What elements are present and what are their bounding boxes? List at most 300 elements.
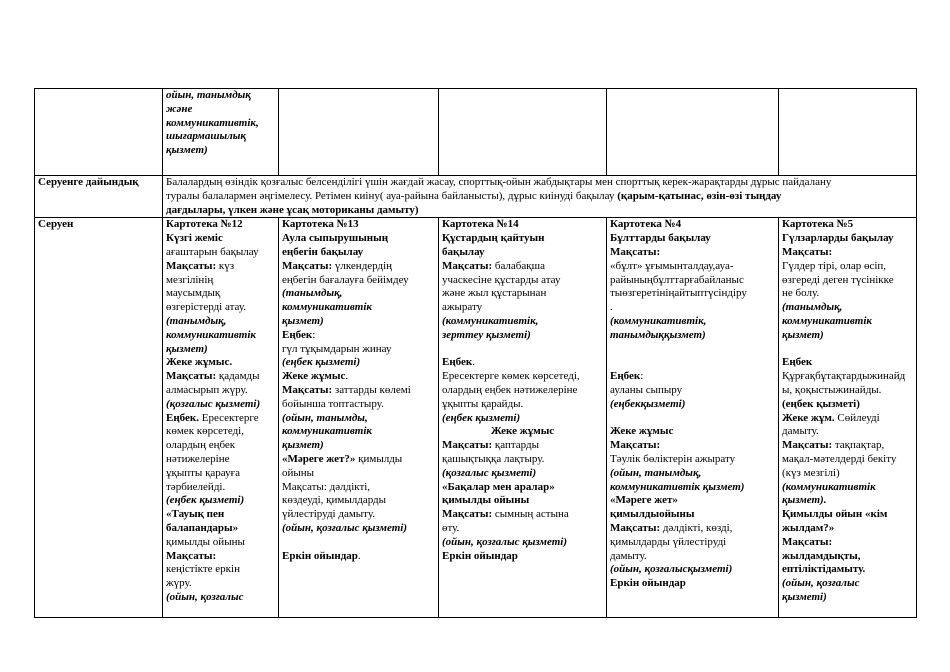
text-line (282, 494, 435, 508)
text-line (442, 508, 603, 522)
text-span: бақылау (442, 245, 485, 258)
text-span: Еңбек (442, 356, 473, 369)
text-line (442, 232, 603, 246)
text-span: Еңбек (282, 328, 313, 341)
text-line (610, 425, 775, 439)
text-line (782, 425, 913, 439)
text-line (166, 577, 275, 591)
text-span: қызмет) (282, 439, 324, 452)
text-line (782, 577, 913, 591)
text-span: еңбегін бағалауға бейімдеу (282, 273, 409, 286)
text-line (782, 287, 913, 301)
text-line (610, 577, 775, 591)
text-line (442, 343, 603, 357)
text-span: Тәулік бөліктерін ажырату (610, 452, 736, 465)
text-line (282, 232, 435, 246)
text-line (166, 453, 275, 467)
text-line (442, 467, 603, 481)
text-line (282, 315, 435, 329)
text-line (442, 260, 603, 274)
text-line (166, 356, 275, 370)
text-line (442, 398, 603, 412)
text-line (442, 356, 603, 370)
text-span: (қарым-қатынас, өзін-өзі тыңдау (617, 189, 782, 202)
text-span: өзгерістерді атау. (166, 301, 246, 314)
text-line (282, 508, 435, 522)
text-line (282, 384, 435, 398)
text-span: олардың еңбек нәтижелеріне (442, 383, 578, 396)
text-span: «бұлт» ұғымынталдау,ауа- (610, 259, 734, 272)
text-line (610, 536, 775, 550)
text-span: коммуникативтік қызмет) (610, 480, 745, 493)
text-span: ажырату (442, 301, 483, 314)
text-span: қадамды (216, 370, 260, 383)
text-line (442, 315, 603, 329)
text-line (610, 439, 775, 453)
text-span: күз (216, 259, 235, 272)
text-line: коммуникативтік, (166, 116, 259, 129)
text-line (442, 274, 603, 288)
text-span: Ересектерге (199, 411, 259, 424)
text-line (166, 315, 275, 329)
text-line (282, 439, 435, 453)
text-line (166, 384, 275, 398)
text-line (166, 522, 275, 536)
text-line (442, 301, 603, 315)
text-span: ұқыпты қарауға (166, 466, 241, 479)
text-line (166, 218, 275, 232)
text-line (610, 550, 775, 564)
text-span: (танымдық, (282, 287, 343, 300)
text-span: дамыту. (610, 549, 647, 562)
daily-plan-table (34, 88, 917, 618)
text-line (610, 356, 775, 370)
text-span: Қимылды ойын «кім (782, 508, 888, 521)
text-span: қимылды (355, 452, 403, 465)
text-span: Құстардың қайтуын (442, 232, 545, 245)
text-span: тыөзгеретініңайтыптүсіндіру (610, 287, 747, 300)
text-line (282, 453, 435, 467)
text-span: Жеке жұмыс. (166, 356, 233, 369)
text-line (782, 508, 913, 522)
text-span: танымдыққызмет) (610, 328, 706, 341)
text-line (282, 550, 435, 564)
text-line (610, 453, 775, 467)
text-line (782, 370, 913, 384)
walk-prep-text (163, 176, 917, 218)
text-span: (ойын, қозғалыс (782, 577, 860, 590)
top-empty-cell (439, 89, 607, 176)
text-span: учаскесіне құстарды атау (442, 273, 561, 286)
text-line (610, 315, 775, 329)
text-line (442, 218, 603, 232)
text-line (782, 218, 913, 232)
text-span: заттарды көлемі (332, 383, 411, 396)
text-span: (ойын, қозғалысқызметі) (610, 563, 733, 576)
text-span: қимылды ойыны (442, 494, 530, 507)
text-line (782, 453, 913, 467)
text-line (782, 246, 913, 260)
text-line: Балалардың өзіндік қозғалыс белсенділігі үшін жағдай жасау, спорттық-ойын жабдықтары мен спорттық керек-жарақтарды дұрыс пайдалану (166, 176, 832, 188)
text-span: Мақсаты: (782, 439, 833, 452)
text-span: (ойын, қозғалыс қызметі) (442, 535, 567, 548)
text-span: (ойын, қозғалыс (166, 590, 244, 603)
text-span: Мақсаты: (782, 245, 833, 258)
text-span: (қозғалыс қызметі) (442, 466, 537, 479)
text-span: . (357, 549, 361, 562)
text-span: «Мәреге жет?» (282, 452, 356, 465)
text-line: және (166, 102, 193, 115)
text-line (610, 494, 775, 508)
text-line (166, 246, 275, 260)
text-span: Ересектерге көмек көрсетеді, (442, 370, 580, 383)
text-line (166, 232, 275, 246)
text-line (442, 494, 603, 508)
top-activity-cell (163, 89, 279, 176)
text-line (166, 536, 275, 550)
text-line (282, 370, 435, 384)
walk-card-13-cell (279, 218, 439, 618)
text-line (282, 218, 435, 232)
text-span: (күз мезгілі) (782, 466, 840, 479)
text-line (166, 439, 275, 453)
text-line (610, 467, 775, 481)
text-line (442, 481, 603, 495)
walk-card-5-cell (779, 218, 917, 618)
text-span: Бұлттарды бақылау (610, 232, 711, 245)
text-span: еңбегін бақылау (282, 245, 364, 258)
text-line (782, 356, 913, 370)
text-span: Картотека №4 (610, 218, 682, 231)
text-span: Сөйлеуді (834, 411, 880, 424)
text-span: ойыны (282, 466, 315, 479)
text-span: дәлдікті, көзді, (660, 521, 733, 534)
text-line (782, 274, 913, 288)
text-span: дамыту. (782, 425, 819, 438)
text-span: және жыл құстарынан (442, 287, 547, 300)
text-line (166, 190, 913, 204)
text-line (610, 329, 775, 343)
text-span: (ойын, танымдық, (610, 466, 702, 479)
table-row-top (35, 89, 917, 176)
text-span: олардың еңбек (166, 439, 236, 452)
text-span: ептіліктідамыту. (782, 563, 866, 576)
text-span: туралы балалармен әңгімелесу. Ретімен киіну( ауа-райына байланысты), дұрыс киінуді бақылау (166, 189, 618, 202)
text-line (782, 260, 913, 274)
text-span: өзгереді деген түсінікке (782, 273, 894, 286)
text-span: қызметі) (782, 590, 827, 603)
text-span: Мақсаты: (610, 439, 661, 452)
text-span: Еркін ойындар (442, 549, 518, 562)
text-line (782, 563, 913, 577)
text-line (782, 494, 913, 508)
text-line (166, 398, 275, 412)
text-line (282, 398, 435, 412)
text-span: «Тауық пен (166, 508, 225, 521)
text-span: Еңбек. (166, 411, 199, 424)
text-span: кеңістікте еркін (166, 563, 240, 576)
text-span: . (610, 301, 613, 314)
text-line (610, 218, 775, 232)
text-span: райыныңбұлттарғабайланыс (610, 273, 744, 286)
text-line (166, 370, 275, 384)
text-line (166, 329, 275, 343)
text-span: Жеке жұмыс (282, 370, 346, 383)
text-span: Еңбек (782, 356, 813, 369)
text-line (282, 274, 435, 288)
text-line (166, 301, 275, 315)
text-line (442, 384, 603, 398)
text-span: балапандары» (166, 521, 239, 534)
text-line (782, 412, 913, 426)
text-line (782, 467, 913, 481)
text-span: Еңбек (610, 370, 641, 383)
text-line (282, 260, 435, 274)
text-span: маусымдық (166, 287, 221, 300)
text-line (442, 439, 603, 453)
text-span: Гүлдер тірі, олар өсіп, (782, 259, 887, 272)
text-line (282, 246, 435, 260)
text-span: тәрбиелейді. (166, 480, 226, 493)
text-line (782, 550, 913, 564)
text-span: (ойын, танымды, (282, 411, 368, 424)
text-span: коммуникативтік (166, 328, 256, 341)
text-span: жылдам?» (782, 521, 835, 534)
text-span: (ойын, қозғалыс қызметі) (282, 521, 407, 534)
text-line (782, 522, 913, 536)
text-span: (коммуникативтік, (610, 314, 707, 327)
top-empty-cell (779, 89, 917, 176)
text-line (282, 301, 435, 315)
text-span: Картотека №12 (166, 218, 243, 231)
text-line (610, 343, 775, 357)
text-span: (еңбекқызметі) (610, 397, 686, 410)
text-span: балабақша (492, 259, 545, 272)
text-span: коммуникативтік (282, 301, 372, 314)
text-span: (танымдық, (166, 314, 227, 327)
text-line (282, 343, 435, 357)
text-line (782, 232, 913, 246)
text-line (166, 343, 275, 357)
text-span: қимылдыойыны (610, 508, 695, 521)
text-line: ойын, танымдық (166, 89, 251, 101)
text-span: көздеуді, қимылдарды (282, 494, 387, 507)
text-line (610, 301, 775, 315)
walk-card-12-cell (163, 218, 279, 618)
text-span: үйлестіруді дамыту. (282, 508, 375, 521)
text-line (282, 329, 435, 343)
text-span: үлкендердің (332, 259, 393, 272)
text-line (282, 536, 435, 550)
text-span: Мақсаты: (166, 370, 217, 383)
text-line: дағдылары, үлкен және ұсақ моториканы дамыту) (166, 203, 419, 216)
text-span: Картотека №13 (282, 218, 359, 231)
text-line (610, 412, 775, 426)
text-span: қимылды ойыны (166, 535, 245, 548)
text-line (610, 508, 775, 522)
text-line (442, 550, 603, 564)
text-line (610, 260, 775, 274)
text-span: Мақсаты: дәлдікті, (282, 480, 371, 493)
text-span: Жеке жұмыс (610, 425, 674, 438)
text-span: (коммуникативтік (782, 480, 876, 493)
text-line (166, 481, 275, 495)
text-span: Аула сыпырушының (282, 232, 389, 245)
text-span: алмасырып жүру. (166, 383, 248, 396)
table-row-walk (35, 218, 917, 618)
text-span: (еңбек қызметі) (282, 356, 361, 369)
text-span: гүл тұқымдарын жинау (282, 342, 392, 355)
text-span: қызмет). (782, 494, 827, 507)
table-row-walk-prep (35, 176, 917, 218)
text-line (610, 398, 775, 412)
text-span: Жеке жұмыс (490, 425, 555, 438)
text-line (166, 494, 275, 508)
text-span: Күзгі жеміс (166, 232, 223, 245)
text-line (442, 412, 603, 426)
text-line (782, 343, 913, 357)
text-line (166, 412, 275, 426)
text-span: Картотека №5 (782, 218, 854, 231)
top-empty-cell (279, 89, 439, 176)
text-span: зерттеу қызметі) (442, 328, 531, 341)
text-span: Құрғақбұтақтардыжинайд (782, 370, 906, 383)
text-span: Мақсаты: (282, 259, 333, 272)
text-line: шығармашылық (166, 130, 246, 143)
text-line (782, 329, 913, 343)
text-line (282, 522, 435, 536)
text-span: қимылдарды үйлестіруді (610, 535, 727, 548)
text-line (782, 301, 913, 315)
text-line (610, 522, 775, 536)
text-span: Мақсаты: (782, 535, 833, 548)
text-span: : (640, 370, 644, 383)
text-span: қашықтыққа лақтыру. (442, 452, 545, 465)
top-label-cell (35, 89, 163, 176)
top-empty-cell (607, 89, 779, 176)
walk-prep-label: Серуенге дайындық (35, 176, 163, 218)
text-span: қызмет) (782, 328, 824, 341)
text-line (282, 425, 435, 439)
text-span: ауланы сыпыру (610, 383, 683, 396)
text-line (610, 481, 775, 495)
text-span: Мақсаты: (282, 383, 333, 396)
text-span: Мақсаты: (610, 245, 661, 258)
text-line (442, 246, 603, 260)
text-line (166, 508, 275, 522)
text-span: ұқыпты қарайды. (442, 397, 524, 410)
text-span: Мақсаты: (442, 259, 493, 272)
text-span: коммуникативтік (282, 425, 372, 438)
text-line (782, 536, 913, 550)
text-span: нәтижелеріне (166, 452, 230, 465)
text-span: (еңбек қызметі) (166, 494, 245, 507)
text-span: : (312, 328, 316, 341)
text-line (610, 384, 775, 398)
text-line (442, 522, 603, 536)
text-span: «Бақалар мен аралар» (442, 480, 555, 493)
text-line (782, 439, 913, 453)
text-line (610, 274, 775, 288)
text-span: Еркін ойындар (282, 549, 358, 562)
text-span: көмек көрсетеді, (166, 425, 244, 438)
text-span: өту. (442, 521, 460, 534)
text-line (442, 370, 603, 384)
text-span: Мақсаты: (166, 549, 217, 562)
text-line (282, 356, 435, 370)
text-span: қызмет) (166, 342, 208, 355)
text-span: (еңбек қызметі) (782, 397, 860, 410)
text-line (166, 563, 275, 577)
text-line (442, 536, 603, 550)
text-line (782, 591, 913, 605)
text-line (782, 384, 913, 398)
text-line (782, 398, 913, 412)
text-span: қаптарды (492, 439, 539, 452)
text-span: жылдамдықты, (782, 549, 861, 562)
text-span: . (472, 356, 475, 369)
walk-card-4-cell (607, 218, 779, 618)
text-span: Мақсаты: (442, 508, 493, 521)
text-span: тақпақтар, (832, 439, 885, 452)
text-span: Еркін ойындар (610, 577, 686, 590)
text-line (282, 467, 435, 481)
text-line (166, 591, 275, 605)
text-line (166, 287, 275, 301)
text-span: (еңбек қызметі) (442, 411, 521, 424)
text-line (610, 287, 775, 301)
text-span: мақал-мәтелдерді бекіту (782, 452, 897, 465)
text-line (166, 425, 275, 439)
text-span: коммуникативтік (782, 314, 872, 327)
text-line: қызмет) (166, 144, 208, 157)
text-span: (коммуникативтік, (442, 314, 539, 327)
text-span: қызмет) (282, 314, 324, 327)
text-span: ы, қоқыстыжинайды. (782, 383, 882, 396)
text-line (442, 453, 603, 467)
text-span: бойынша топтастыру. (282, 397, 384, 410)
text-line (442, 287, 603, 301)
text-line (610, 370, 775, 384)
text-span: (қозғалыс қызметі) (166, 397, 261, 410)
text-span: Мақсаты: (166, 259, 217, 272)
text-span: . (345, 370, 349, 383)
text-line (166, 467, 275, 481)
text-line (282, 412, 435, 426)
text-span: Гүлзарларды бақылау (782, 232, 894, 245)
text-line (282, 287, 435, 301)
text-span: не болу. (782, 287, 820, 300)
text-span: (танымдық, (782, 301, 843, 314)
walk-card-14-cell (439, 218, 607, 618)
text-span: Картотека №14 (442, 218, 519, 231)
text-span: жүру. (166, 577, 192, 590)
text-span: Мақсаты: (610, 521, 661, 534)
text-line (166, 274, 275, 288)
walk-label: Серуен (35, 218, 163, 618)
text-line (610, 232, 775, 246)
text-line (610, 563, 775, 577)
text-span: мезгілінің (166, 273, 214, 286)
text-line (782, 315, 913, 329)
text-span: Мақсаты: (442, 439, 493, 452)
text-line (442, 425, 603, 439)
text-line (166, 550, 275, 564)
text-line (782, 481, 913, 495)
text-line (166, 260, 275, 274)
text-span: «Мәреге жет» (610, 494, 678, 507)
text-span: ағаштарын бақылау (166, 245, 259, 258)
